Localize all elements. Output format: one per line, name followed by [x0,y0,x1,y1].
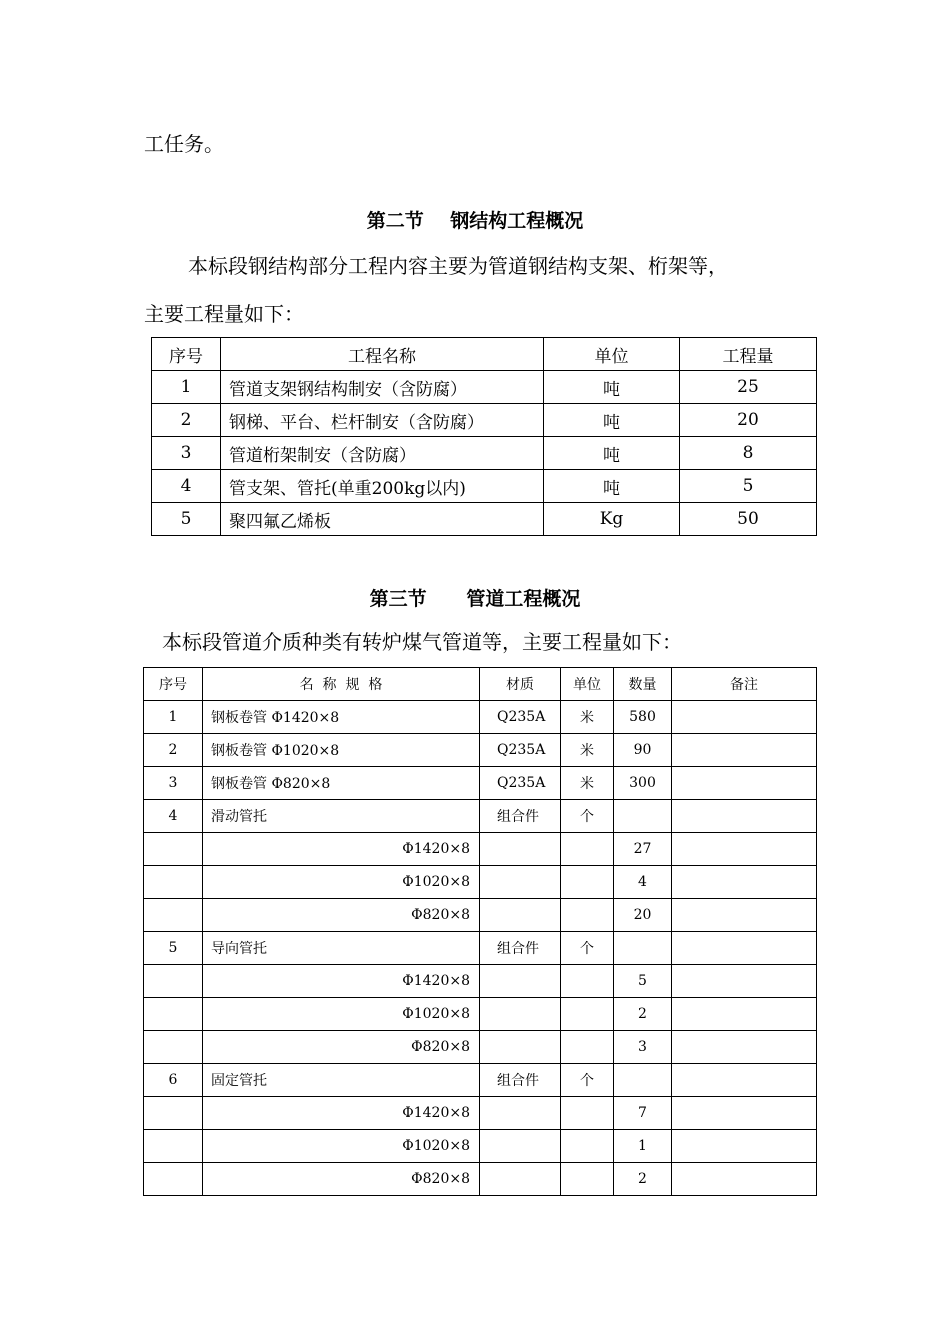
row-name: 固定管托 [203,1064,480,1097]
row-name: 管道桁架制安（含防腐） [221,437,544,470]
row-quantity: 1 [614,1130,672,1163]
row-number: 2 [152,404,221,437]
row-material [480,998,561,1031]
row-unit: 米 [561,767,614,800]
row-note [672,800,817,833]
row-note [672,866,817,899]
row-unit: 个 [561,800,614,833]
header-quantity: 数量 [614,668,672,701]
row-quantity: 27 [614,833,672,866]
row-note [672,833,817,866]
row-unit [561,965,614,998]
row-note [672,767,817,800]
row-number: 4 [152,470,221,503]
row-material [480,1031,561,1064]
pipeline-quantity-table [143,667,817,1196]
row-name: 钢板卷管 Φ1420×8 [203,701,480,734]
row-quantity [614,932,672,965]
row-material: 组合件 [480,932,561,965]
table-row [144,800,817,833]
row-material [480,965,561,998]
row-material: Q235A [480,701,561,734]
row-material [480,1130,561,1163]
row-quantity: 5 [614,965,672,998]
row-spec: Φ820×8 [203,899,480,932]
section3-paragraph: 本标段管道介质种类有转炉煤气管道等，主要工程量如下： [162,630,682,654]
row-number: 3 [152,437,221,470]
row-material: Q235A [480,734,561,767]
section2-paragraph-line1: 本标段钢结构部分工程内容主要为管道钢结构支架、桁架等， [188,254,728,278]
header-no: 序号 [144,668,203,701]
table-row [144,1163,817,1196]
row-note [672,1097,817,1130]
row-name: 管道支架钢结构制安（含防腐） [221,371,544,404]
row-name: 钢板卷管 Φ820×8 [203,767,480,800]
header-note: 备注 [672,668,817,701]
row-name: 导向管托 [203,932,480,965]
table-row [144,767,817,800]
row-number [144,833,203,866]
row-number: 6 [144,1064,203,1097]
table-header-row [152,338,817,371]
header-name: 工程名称 [221,338,544,371]
row-note [672,998,817,1031]
row-name: 钢板卷管 Φ1020×8 [203,734,480,767]
row-unit: 米 [561,701,614,734]
row-unit [561,866,614,899]
header-unit: 单位 [561,668,614,701]
section2-heading: 第二节 钢结构工程概况 [366,210,584,232]
table-row [144,734,817,767]
row-number [144,899,203,932]
row-note [672,965,817,998]
row-number: 1 [144,701,203,734]
table-row [144,833,817,866]
row-number [144,1163,203,1196]
header-material: 材质 [480,668,561,701]
row-number [144,965,203,998]
row-note [672,1031,817,1064]
row-material: 组合件 [480,1064,561,1097]
table-header-row [144,668,817,701]
table-row [144,998,817,1031]
row-material [480,899,561,932]
row-quantity: 2 [614,1163,672,1196]
row-unit: 米 [561,734,614,767]
table-row [144,1064,817,1097]
table-row [144,701,817,734]
table-row [144,899,817,932]
row-name: 管支架、管托(单重200kg以内) [221,470,544,503]
row-number: 4 [144,800,203,833]
row-quantity: 20 [680,404,817,437]
table-row [144,965,817,998]
row-note [672,1130,817,1163]
section3-heading: 第三节 管道工程概况 [369,588,581,610]
row-note [672,701,817,734]
row-number [144,998,203,1031]
row-note [672,899,817,932]
row-unit: 吨 [544,437,680,470]
row-material: 组合件 [480,800,561,833]
row-quantity: 300 [614,767,672,800]
row-unit: Kg [544,503,680,536]
row-material [480,833,561,866]
row-quantity: 8 [680,437,817,470]
table-row [152,371,817,404]
table-row [144,1097,817,1130]
row-number: 1 [152,371,221,404]
row-unit: 个 [561,1064,614,1097]
row-number [144,1031,203,1064]
row-material [480,1163,561,1196]
row-number: 5 [152,503,221,536]
row-number [144,1097,203,1130]
row-unit: 个 [561,932,614,965]
row-name: 滑动管托 [203,800,480,833]
table-row [144,866,817,899]
row-material [480,1097,561,1130]
row-unit [561,899,614,932]
row-unit: 吨 [544,404,680,437]
row-quantity: 50 [680,503,817,536]
row-spec: Φ820×8 [203,1163,480,1196]
header-no: 序号 [152,338,221,371]
row-spec: Φ1420×8 [203,965,480,998]
row-unit [561,998,614,1031]
section2-paragraph-line2: 主要工程量如下： [144,302,304,326]
row-unit [561,1163,614,1196]
row-number [144,1130,203,1163]
row-name: 聚四氟乙烯板 [221,503,544,536]
header-unit: 单位 [544,338,680,371]
steel-structure-quantity-table [151,337,817,536]
row-note [672,734,817,767]
row-material [480,866,561,899]
table-row [144,932,817,965]
header-quantity: 工程量 [680,338,817,371]
table-row [152,437,817,470]
row-quantity: 4 [614,866,672,899]
row-quantity: 20 [614,899,672,932]
row-quantity: 2 [614,998,672,1031]
row-unit [561,833,614,866]
row-quantity: 25 [680,371,817,404]
row-spec: Φ1020×8 [203,1130,480,1163]
row-number: 2 [144,734,203,767]
row-number: 3 [144,767,203,800]
row-spec: Φ1420×8 [203,833,480,866]
intro-tail-text: 工任务。 [144,132,224,156]
row-name: 钢梯、平台、栏杆制安（含防腐） [221,404,544,437]
row-note [672,1163,817,1196]
row-unit [561,1130,614,1163]
row-quantity: 5 [680,470,817,503]
row-note [672,1064,817,1097]
row-note [672,932,817,965]
row-spec: Φ1020×8 [203,998,480,1031]
row-quantity [614,1064,672,1097]
row-quantity: 580 [614,701,672,734]
table-row [152,404,817,437]
table-row [152,503,817,536]
row-spec: Φ1420×8 [203,1097,480,1130]
row-unit [561,1031,614,1064]
row-quantity: 90 [614,734,672,767]
row-unit: 吨 [544,371,680,404]
table-row [152,470,817,503]
row-spec: Φ1020×8 [203,866,480,899]
row-spec: Φ820×8 [203,1031,480,1064]
row-unit [561,1097,614,1130]
steel-table-body [152,371,817,536]
row-quantity: 7 [614,1097,672,1130]
table-row [144,1130,817,1163]
table-row [144,1031,817,1064]
row-unit: 吨 [544,470,680,503]
row-quantity: 3 [614,1031,672,1064]
row-material: Q235A [480,767,561,800]
row-quantity [614,800,672,833]
header-name-spec: 名 称 规 格 [203,668,480,701]
pipeline-table-body [144,701,817,1196]
row-number: 5 [144,932,203,965]
row-number [144,866,203,899]
